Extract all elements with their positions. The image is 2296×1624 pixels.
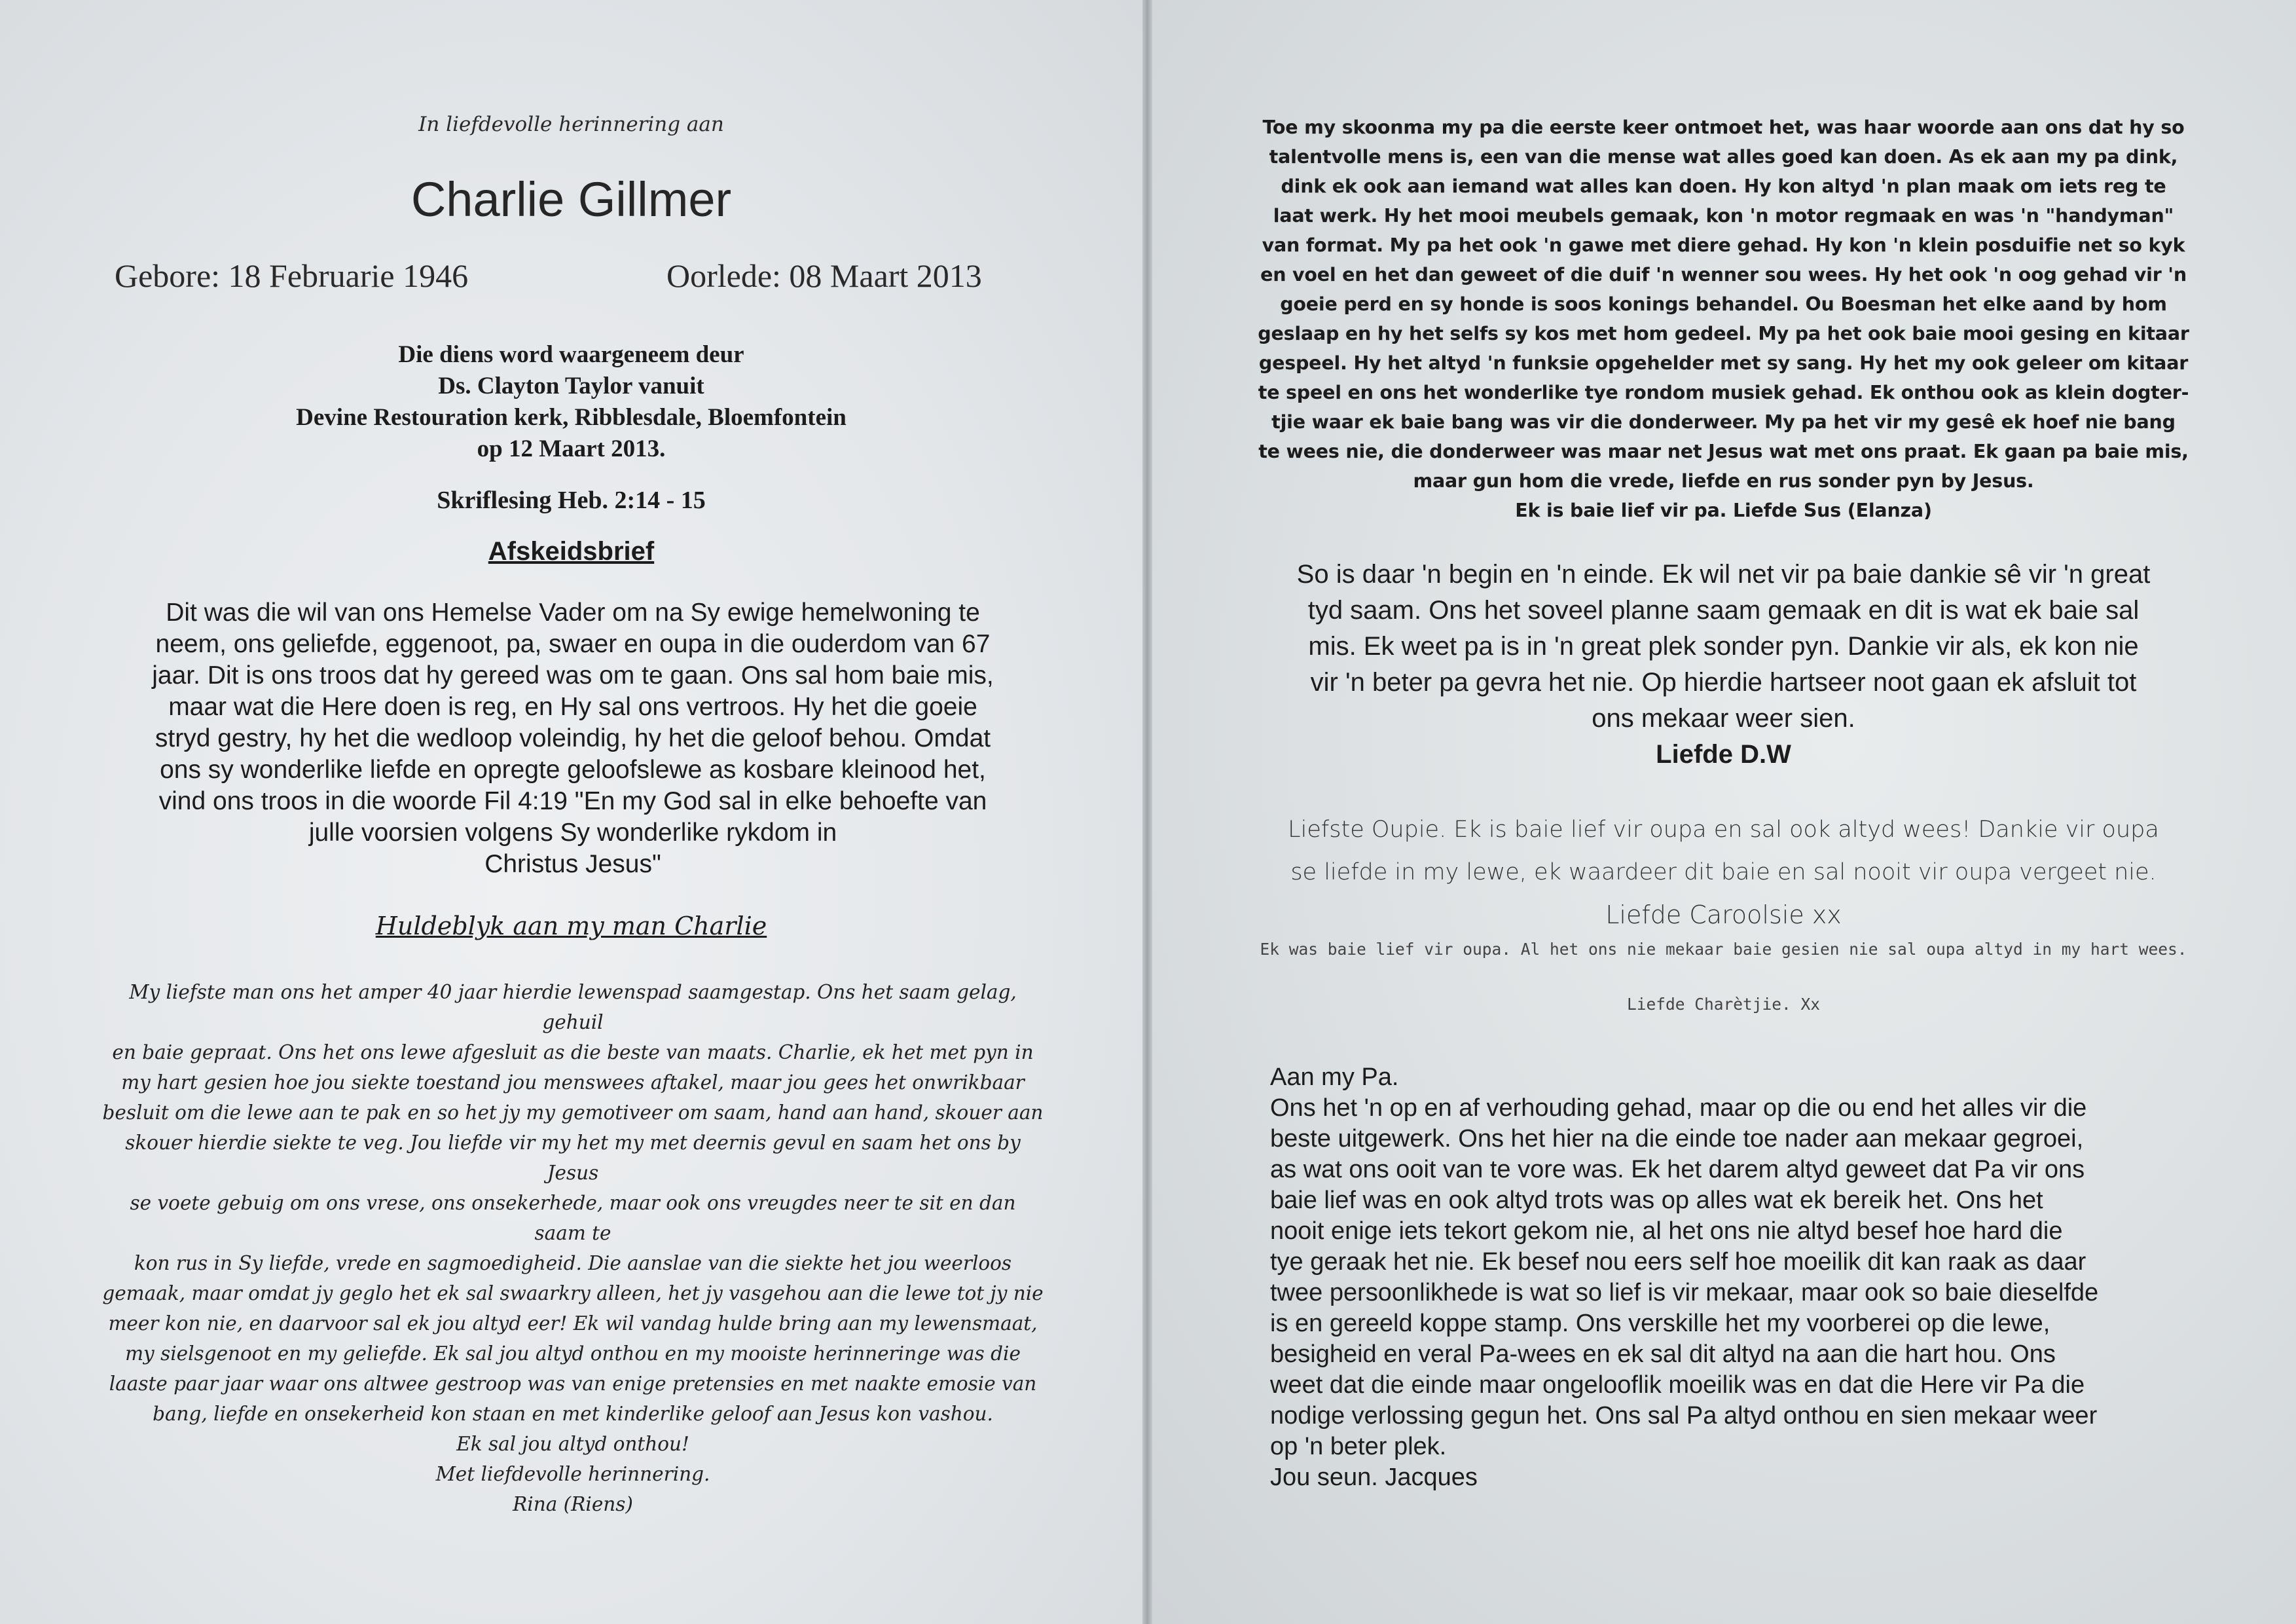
service-line: Ds. Clayton Taylor vanuit bbox=[438, 373, 704, 399]
farewell-line: Dit was die wil van ons Hemelse Vader om na Sy ewige hemelwoning te bbox=[166, 599, 980, 627]
jacques-line: tye geraak het nie. Ek besef nou eers self hoe moeilik dit kan raak as daar bbox=[1270, 1248, 2086, 1276]
deceased-name: Charlie Gillmer bbox=[410, 172, 732, 227]
farewell-letter-body bbox=[101, 597, 1044, 880]
jacques-line: baie lief was en ook altyd trots was op alles wat ek bereik het. Ons het bbox=[1270, 1187, 2043, 1214]
sus-line: te speel en ons het wonderlike tye rondom musiek gehad. Ek onthou ook as klein dogter- bbox=[1258, 382, 2189, 403]
farewell-line: neem, ons geliefde, eggenoot, pa, swaer en oupa in die ouderdom van 67 bbox=[155, 630, 991, 658]
service-line: Die diens word waargeneem deur bbox=[398, 341, 744, 368]
sus-line: van format. My pa het ook 'n gawe met diere gehad. Hy kon 'n klein posduifie net so kyk bbox=[1262, 234, 2185, 256]
jacques-line: as wat ons ooit van te vore was. Ek het darem altyd geweet dat Pa vir ons bbox=[1270, 1156, 2085, 1183]
sus-line: dink ek ook aan iemand wat alles kan doen. Hy kon altyd 'n plan maak om iets reg te bbox=[1281, 175, 2166, 197]
jacques-line: besigheid en veral Pa-wees en ek sal dit altyd na aan die hart hou. Ons bbox=[1270, 1340, 2056, 1368]
tribute-line: bang, liefde en onsekerheid kon staan en met kinderlike geloof aan Jesus kon vashou. bbox=[153, 1403, 993, 1425]
tribute-line: laaste paar jaar waar ons altwee gestroop was van enige pretensies en met naakte emosie van bbox=[109, 1373, 1037, 1395]
farewell-line: Christus Jesus" bbox=[484, 850, 661, 878]
sus-line: tjie waar ek baie bang was vir die donderweer. My pa het vir my gesê ek hoef nie bang bbox=[1271, 411, 2176, 433]
sus-line: te wees nie, die donderweer was maar net Jesus wat met ons praat. Ek gaan pa baie mis, bbox=[1258, 441, 2189, 462]
service-line: op 12 Maart 2013. bbox=[477, 435, 666, 462]
tribute-caroolsie bbox=[1250, 809, 2196, 936]
jacques-line: twee persoonlikhede is wat so lief is vir mekaar, maar ook so baie dieselfde bbox=[1270, 1279, 2099, 1306]
jacques-line: nodige verlossing gegun het. Ons sal Pa altyd onthou en sien mekaar weer bbox=[1270, 1402, 2098, 1430]
tribute-line: my hart gesien hoe jou siekte toestand jou menswees aftakel, maar jou gees het onwrikbaar bbox=[121, 1071, 1025, 1094]
jacques-greeting: Aan my Pa. bbox=[1270, 1063, 1399, 1091]
sus-line: goeie perd en sy honde is soos konings behandel. Ou Boesman het elke aand by hom bbox=[1280, 293, 2167, 315]
scripture-reading: Skriflesing Heb. 2:14 - 15 bbox=[437, 487, 706, 514]
sus-line: Toe my skoonma my pa die eerste keer ontmoet het, was haar woorde aan ons dat hy so bbox=[1262, 117, 2185, 138]
tribute-line: my sielsgenoot en my geliefde. Ek sal jou altyd onthou en my mooiste herinneringe was die bbox=[125, 1342, 1021, 1365]
tribute-line: My liefste man ons het amper 40 jaar hierdie lewenspad saamgestap. Ons het saam gelag, gehuil bbox=[129, 981, 1017, 1033]
tribute-title: Huldeblyk aan my man Charlie bbox=[375, 912, 767, 940]
tribute-dw bbox=[1250, 557, 2196, 773]
sus-line: geslaap en hy het selfs sy kos met hom gedeel. My pa het ook baie mooi gesing en kitaar bbox=[1258, 323, 2189, 344]
jacques-line: weet dat die einde maar ongelooflik moeilik was en dat die Here vir Pa die bbox=[1270, 1371, 2085, 1399]
tribute-jacques bbox=[1270, 1062, 2187, 1493]
birth-date: Gebore: 18 Februarie 1946 bbox=[115, 257, 469, 294]
dw-signature: Liefde D.W bbox=[1656, 740, 1791, 769]
caroolsie-line: Liefste Oupie. Ek is baie lief vir oupa en sal ook altyd wees! Dankie vir oupa bbox=[1288, 817, 2159, 843]
dw-line: ons mekaar weer sien. bbox=[1592, 704, 1855, 733]
sus-signature: Ek is baie lief vir pa. Liefde Sus (Elanza) bbox=[1515, 500, 1932, 521]
intro-line: In liefdevolle herinnering aan bbox=[418, 113, 724, 136]
tribute-sus bbox=[1250, 113, 2196, 525]
tribute-line: skouer hierdie siekte te veg. Jou liefde vir my het my met deernis gevul en saam het ons by Jesus bbox=[125, 1132, 1021, 1184]
jacques-line: op 'n beter plek. bbox=[1270, 1433, 1447, 1460]
sus-line: talentvolle mens is, een van die mense wat alles goed kan doen. As ek aan my pa dink, bbox=[1269, 146, 2178, 168]
jacques-signature: Jou seun. Jacques bbox=[1270, 1464, 1478, 1491]
tribute-charetjie bbox=[1250, 938, 2196, 1016]
jacques-line: is en gereeld koppe stamp. Ons verskille het my voorberei op die lewe, bbox=[1270, 1310, 2050, 1337]
dw-line: tyd saam. Ons het soveel planne saam gemaak en dit is wat ek baie sal bbox=[1307, 596, 2140, 625]
left-page bbox=[0, 0, 1142, 1624]
charetjie-signature: Liefde Charètjie. Xx bbox=[1626, 995, 1820, 1014]
sus-line: laat werk. Hy het mooi meubels gemaak, kon 'n motor regmaak en was 'n "handyman" bbox=[1273, 205, 2174, 227]
caroolsie-line: se liefde in my lewe, ek waardeer dit baie en sal nooit vir oupa vergeet nie. bbox=[1290, 859, 2157, 885]
dw-line: vir 'n beter pa gevra het nie. Op hierdie hartseer noot gaan ek afsluit tot bbox=[1310, 668, 2137, 697]
jacques-line: beste uitgewerk. Ons het hier na die einde toe nader aan mekaar gegroei, bbox=[1270, 1125, 2084, 1153]
caroolsie-signature: Liefde Caroolsie xx bbox=[1605, 900, 1842, 929]
dw-line: So is daar 'n begin en 'n einde. Ek wil net vir pa baie dankie sê vir 'n great bbox=[1296, 560, 2151, 589]
jacques-line: nooit enige iets tekort gekom nie, al het ons nie altyd besef hoe hard die bbox=[1270, 1217, 2063, 1245]
farewell-letter-title: Afskeidsbrief bbox=[488, 537, 655, 566]
death-date: Oorlede: 08 Maart 2013 bbox=[666, 257, 982, 294]
sus-line: maar gun hom die vrede, liefde en rus sonder pyn by Jesus. bbox=[1413, 470, 2034, 492]
tribute-signature: Rina (Riens) bbox=[513, 1493, 633, 1515]
dw-line: mis. Ek weet pa is in 'n great plek sonder pyn. Dankie vir als, ek kon nie bbox=[1308, 632, 2139, 661]
tribute-line: meer kon nie, en daarvoor sal ek jou altyd eer! Ek wil vandag hulde bring aan my lewensmaat, bbox=[108, 1312, 1038, 1335]
tribute-body bbox=[101, 977, 1044, 1519]
jacques-line: Ons het 'n op en af verhouding gehad, maar op die ou end het alles vir die bbox=[1270, 1094, 2087, 1122]
farewell-line: vind ons troos in die woorde Fil 4:19 "En my God sal in elke behoefte van bbox=[158, 787, 987, 815]
page-fold bbox=[1142, 0, 1152, 1624]
sus-line: en voel en het dan geweet of die duif 'n wenner sou wees. Hy het ook 'n oog gehad vir 'n bbox=[1260, 264, 2187, 286]
service-details bbox=[0, 339, 1142, 465]
tribute-line: Ek sal jou altyd onthou! bbox=[456, 1433, 689, 1455]
charetjie-text: Ek was baie lief vir oupa. Al het ons nie mekaar baie gesien nie sal oupa altyd in my hart wees. bbox=[1260, 940, 2187, 959]
tribute-line: Met liefdevolle herinnering. bbox=[435, 1463, 710, 1485]
tribute-line: gemaak, maar omdat jy geglo het ek sal swaarkry alleen, het jy vasgehou aan die lewe tot jy nie bbox=[102, 1282, 1044, 1304]
right-page bbox=[1152, 0, 2296, 1624]
sus-line: gespeel. Hy het altyd 'n funksie opgehelder met sy sang. Hy het my ook geleer om kitaar bbox=[1258, 352, 2189, 374]
farewell-line: stryd gestry, hy het die wedloop voleindig, hy het die geloof behou. Omdat bbox=[155, 724, 991, 752]
tribute-line: kon rus in Sy liefde, vrede en sagmoedigheid. Die aanslae van die siekte het jou weerloos bbox=[134, 1252, 1012, 1274]
farewell-line: jaar. Dit is ons troos dat hy gereed was om te gaan. Ons sal hom baie mis, bbox=[152, 661, 994, 690]
tribute-line: besluit om die lewe aan te pak en so het jy my gemotiveer om saam, hand aan hand, skouer aan bbox=[102, 1101, 1044, 1124]
tribute-line: en baie gepraat. Ons het ons lewe afgesluit as die beste van maats. Charlie, ek het met pyn in bbox=[112, 1041, 1034, 1063]
service-line: Devine Restouration kerk, Ribblesdale, Bloemfontein bbox=[296, 404, 847, 431]
farewell-line: ons sy wonderlike liefde en opregte geloofslewe as kosbare kleinood het, bbox=[160, 756, 986, 784]
tribute-line: se voete gebuig om ons vrese, ons onsekerhede, maar ook ons vreugdes neer te sit en dan saam te bbox=[130, 1192, 1016, 1244]
farewell-line: julle voorsien volgens Sy wonderlike rykdom in bbox=[308, 819, 837, 847]
farewell-line: maar wat die Here doen is reg, en Hy sal ons vertroos. Hy het die goeie bbox=[168, 693, 977, 721]
